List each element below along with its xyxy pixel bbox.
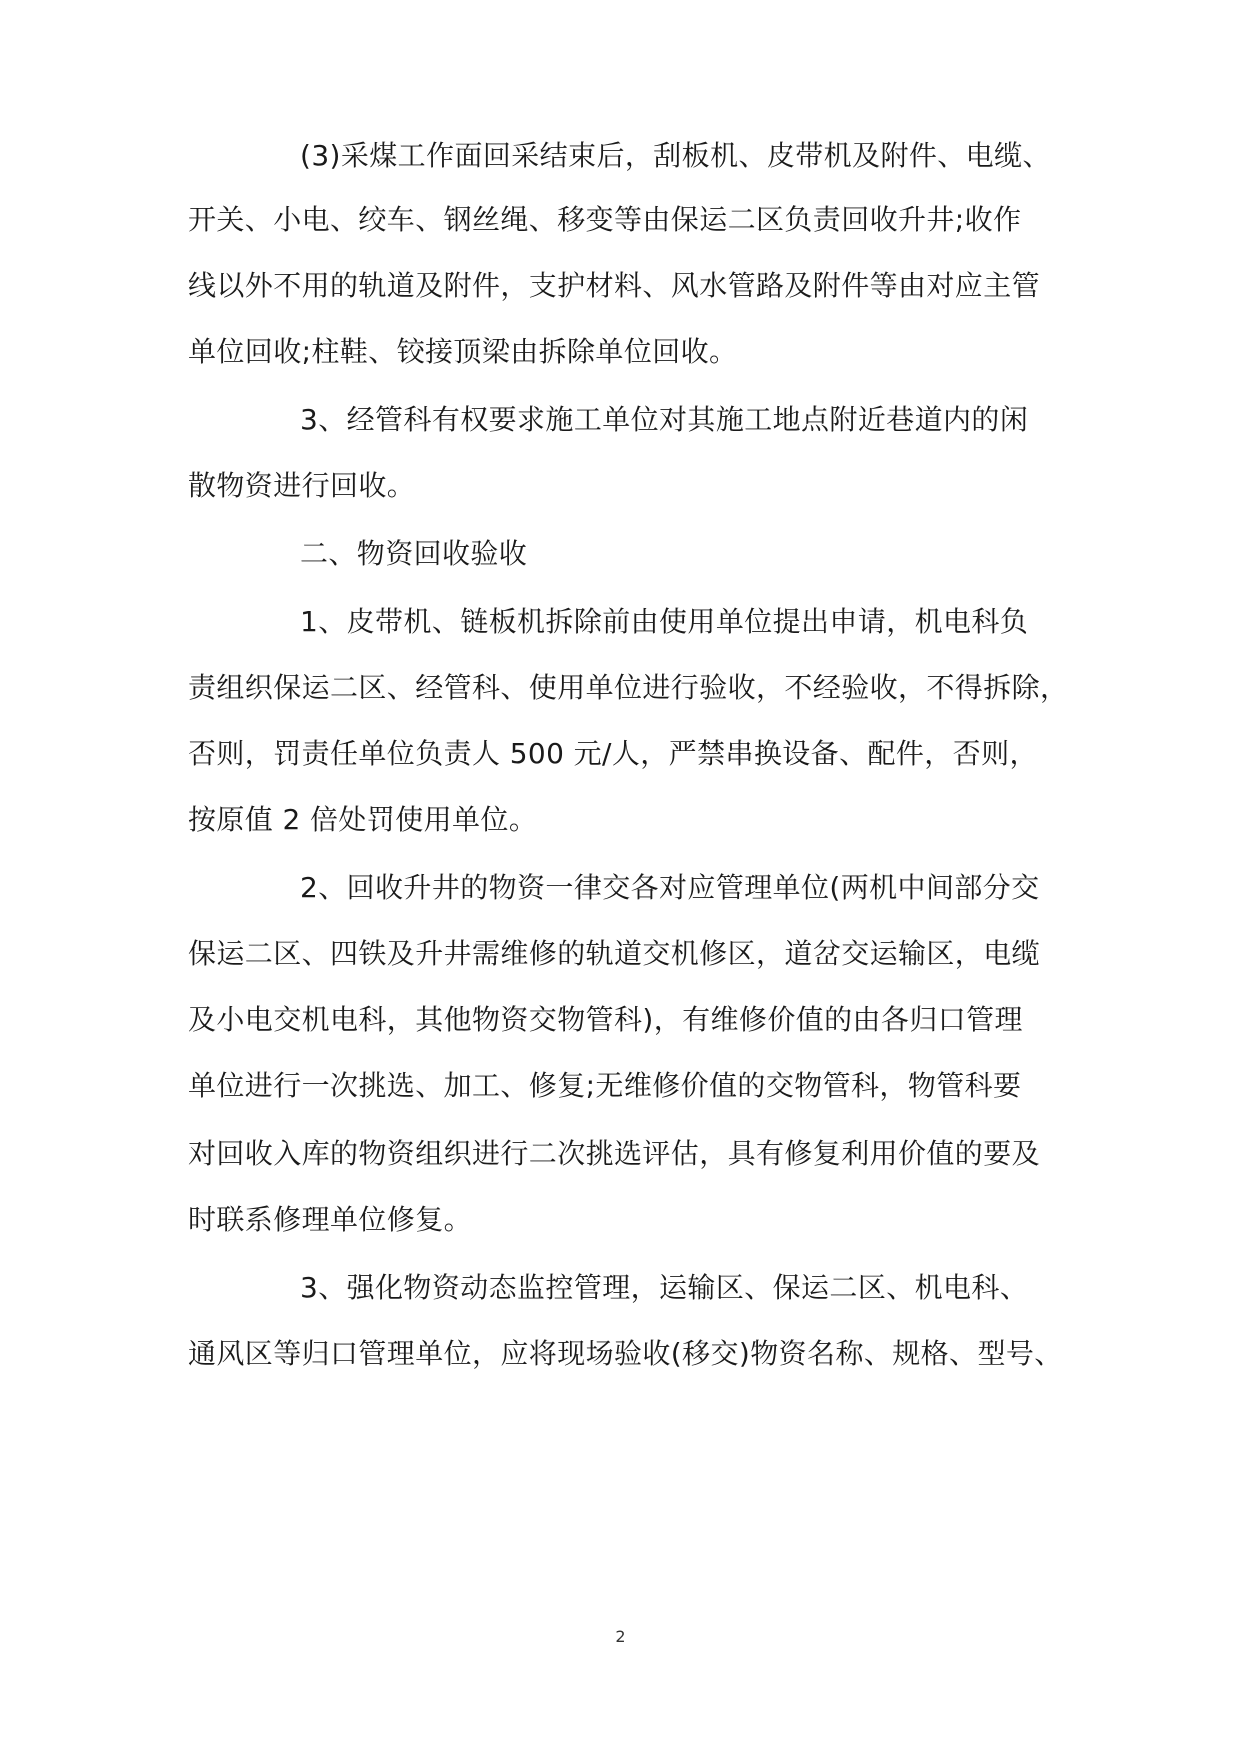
text-line: 时联系修理单位修复。 [188,1203,473,1236]
text-line: 线以外不用的轨道及附件，支护材料、风水管路及附件等由对应主管 [188,269,1041,302]
text-line: 保运二区、四铁及升井需维修的轨道交机修区，道岔交运输区，电缆 [188,937,1041,970]
text-line: 3、强化物资动态监控管理，运输区、保运二区、机电科、 [300,1271,1029,1304]
text-line: 2、回收升井的物资一律交各对应管理单位(两机中间部分交 [300,871,1040,904]
text-line: 责组织保运二区、经管科、使用单位进行验收，不经验收，不得拆除， [188,671,1069,704]
text-line: 散物资进行回收。 [188,469,416,502]
text-line: (3)采煤工作面回采结束后，刮板机、皮带机及附件、电缆、 [300,139,1051,172]
text-line: 单位进行一次挑选、加工、修复;无维修价值的交物管科，物管科要 [188,1069,1022,1102]
text-line: 否则，罚责任单位负责人 500 元/人，严禁串换设备、配件，否则， [188,737,1038,770]
text-line: 开关、小电、绞车、钢丝绳、移变等由保运二区负责回收升井;收作 [188,203,1022,236]
text-line: 按原值 2 倍处罚使用单位。 [188,803,538,836]
text-line: 对回收入库的物资组织进行二次挑选评估，具有修复利用价值的要及 [188,1137,1041,1170]
text-line: 通风区等归口管理单位，应将现场验收(移交)物资名称、规格、型号、 [188,1337,1063,1370]
text-line: 1、皮带机、链板机拆除前由使用单位提出申请，机电科负 [300,605,1029,638]
text-line: 单位回收;柱鞋、铰接顶梁由拆除单位回收。 [188,335,738,368]
text-line: 3、经管科有权要求施工单位对其施工地点附近巷道内的闲 [300,403,1029,436]
section-heading: 二、物资回收验收 [300,537,528,570]
text-line: 及小电交机电科，其他物资交物管科)，有维修价值的由各归口管理 [188,1003,1023,1036]
page-number: 2 [615,1627,626,1646]
